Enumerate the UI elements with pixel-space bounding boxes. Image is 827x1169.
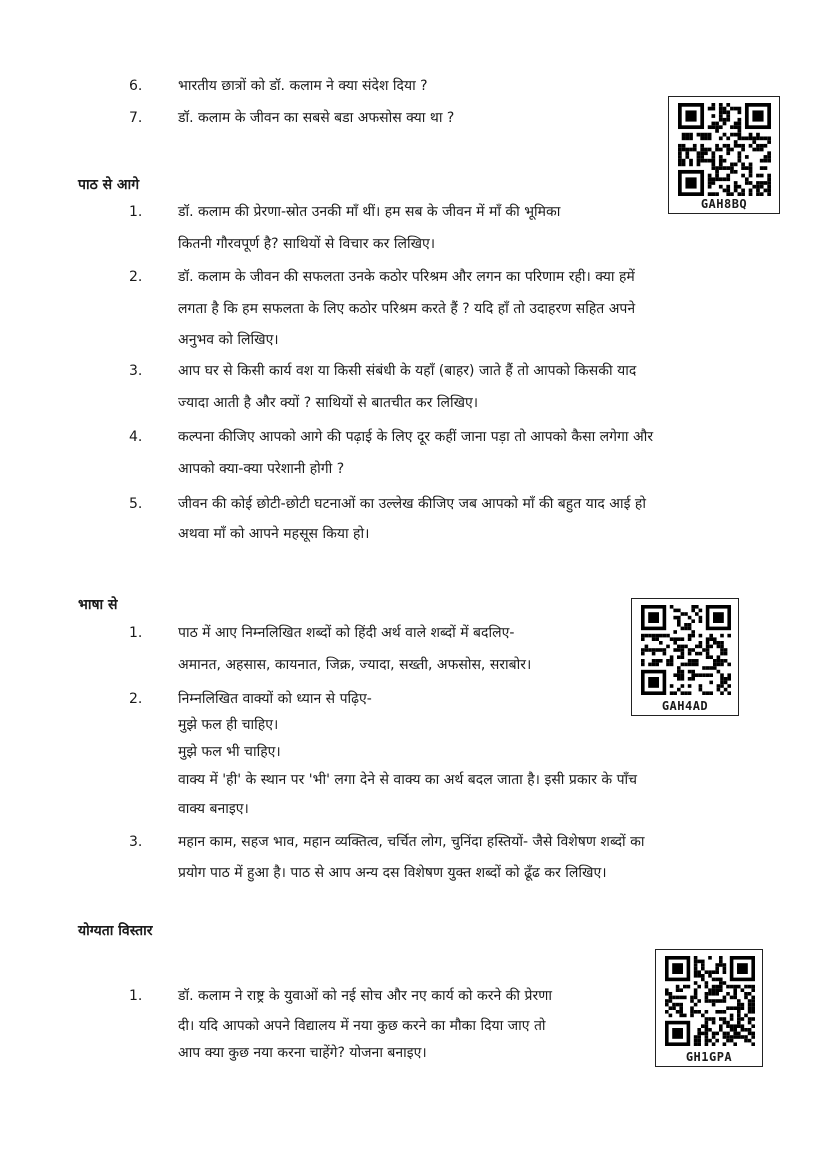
question-number: 7. bbox=[129, 110, 143, 126]
item-number: 5. bbox=[129, 496, 143, 512]
item-line: लगता है कि हम सफलता के लिए कठोर परिश्रम करते हैं ? यदि हाँ तो उदाहरण सहित अपने bbox=[178, 301, 636, 317]
qr-code-label: GH1GPA bbox=[685, 1050, 733, 1064]
item-number: 3. bbox=[129, 834, 143, 850]
item-line: आप घर से किसी कार्य वश या किसी संबंधी के यहाँ (बाहर) जाते हैं तो आपको किसकी याद bbox=[178, 363, 637, 379]
qr-code-gah8bq[interactable] bbox=[668, 96, 780, 214]
item-number: 1. bbox=[129, 625, 143, 641]
item-line: निम्नलिखित वाक्यों को ध्यान से पढ़िए- bbox=[178, 691, 372, 707]
item-number: 3. bbox=[129, 363, 143, 379]
item-number: 4. bbox=[129, 429, 143, 445]
item-line: डॉ. कलाम के जीवन की सफलता उनके कठोर परिश्रम और लगन का परिणाम रही। क्या हमें bbox=[178, 269, 635, 285]
item-line: जीवन की कोई छोटी-छोटी घटनाओं का उल्लेख कीजिए जब आपको माँ की बहुत याद आई हो bbox=[178, 496, 646, 512]
item-line: आप क्या कुछ नया करना चाहेंगे? योजना बनाइए। bbox=[178, 1045, 427, 1061]
item-number: 1. bbox=[129, 204, 143, 220]
item-line: आपको क्या-क्या परेशानी होगी ? bbox=[178, 461, 345, 477]
item-line: अनुभव को लिखिए। bbox=[178, 332, 279, 348]
item-number: 2. bbox=[129, 269, 143, 285]
item-number: 2. bbox=[129, 691, 143, 707]
item-line: अमानत, अहसास, कायनात, जिक्र, ज्यादा, सख्ती, अफसोस, सराबोर। bbox=[178, 657, 532, 673]
qr-code-label: GAH8BQ bbox=[700, 197, 748, 211]
qr-code-gah4ad[interactable] bbox=[631, 598, 739, 716]
item-line: वाक्य में 'ही' के स्थान पर 'भी' लगा देने से वाक्य का अर्थ बदल जाता है। इसी प्रकार के पाँच bbox=[178, 772, 638, 788]
qr-code-icon bbox=[641, 605, 731, 695]
item-line: कल्पना कीजिए आपको आगे की पढ़ाई के लिए दूर कहीं जाना पड़ा तो आपको कैसा लगेगा और bbox=[178, 429, 654, 445]
item-line: डॉ. कलाम की प्रेरणा-स्रोत उनकी माँ थीं। हम सब के जीवन में माँ की भूमिका bbox=[178, 204, 561, 220]
section-heading-path-se-aage: पाठ से आगे bbox=[78, 177, 140, 193]
question-text: भारतीय छात्रों को डॉ. कलाम ने क्या संदेश दिया ? bbox=[178, 78, 428, 94]
item-line: अथवा माँ को आपने महसूस किया हो। bbox=[178, 526, 370, 542]
item-line: मुझे फल ही चाहिए। bbox=[178, 717, 279, 733]
item-line: कितनी गौरवपूर्ण है? साथियों से विचार कर लिखिए। bbox=[178, 236, 436, 252]
item-line: डॉ. कलाम ने राष्ट्र के युवाओं को नई सोच और नए कार्य को करने की प्रेरणा bbox=[178, 988, 552, 1004]
item-line: दी। यदि आपको अपने विद्यालय में नया कुछ करने का मौका दिया जाए तो bbox=[178, 1018, 546, 1034]
question-number: 6. bbox=[129, 78, 143, 94]
section-heading-bhasha-se: भाषा से bbox=[78, 597, 118, 613]
item-line: महान काम, सहज भाव, महान व्यक्तित्व, चर्चित लोग, चुनिंदा हस्तियों- जैसे विशेषण शब्दों का bbox=[178, 834, 645, 850]
qr-code-label: GAH4AD bbox=[661, 699, 709, 713]
qr-code-icon bbox=[665, 956, 755, 1046]
item-line: मुझे फल भी चाहिए। bbox=[178, 744, 281, 760]
section-heading-yogyata-vistar: योग्यता विस्तार bbox=[78, 923, 153, 939]
question-text: डॉ. कलाम के जीवन का सबसे बडा अफसोस क्या था ? bbox=[178, 110, 455, 126]
item-number: 1. bbox=[129, 988, 143, 1004]
item-line: पाठ में आए निम्नलिखित शब्दों को हिंदी अर्थ वाले शब्दों में बदलिए- bbox=[178, 625, 515, 641]
item-line: वाक्य बनाइए। bbox=[178, 801, 249, 817]
qr-code-icon bbox=[678, 103, 771, 196]
item-line: ज्यादा आती है और क्यों ? साथियों से बातचीत कर लिखिए। bbox=[178, 395, 479, 411]
qr-code-gh1gpa[interactable] bbox=[655, 949, 763, 1067]
item-line: प्रयोग पाठ में हुआ है। पाठ से आप अन्य दस विशेषण युक्त शब्दों को ढूँढ कर लिखिए। bbox=[178, 865, 607, 881]
